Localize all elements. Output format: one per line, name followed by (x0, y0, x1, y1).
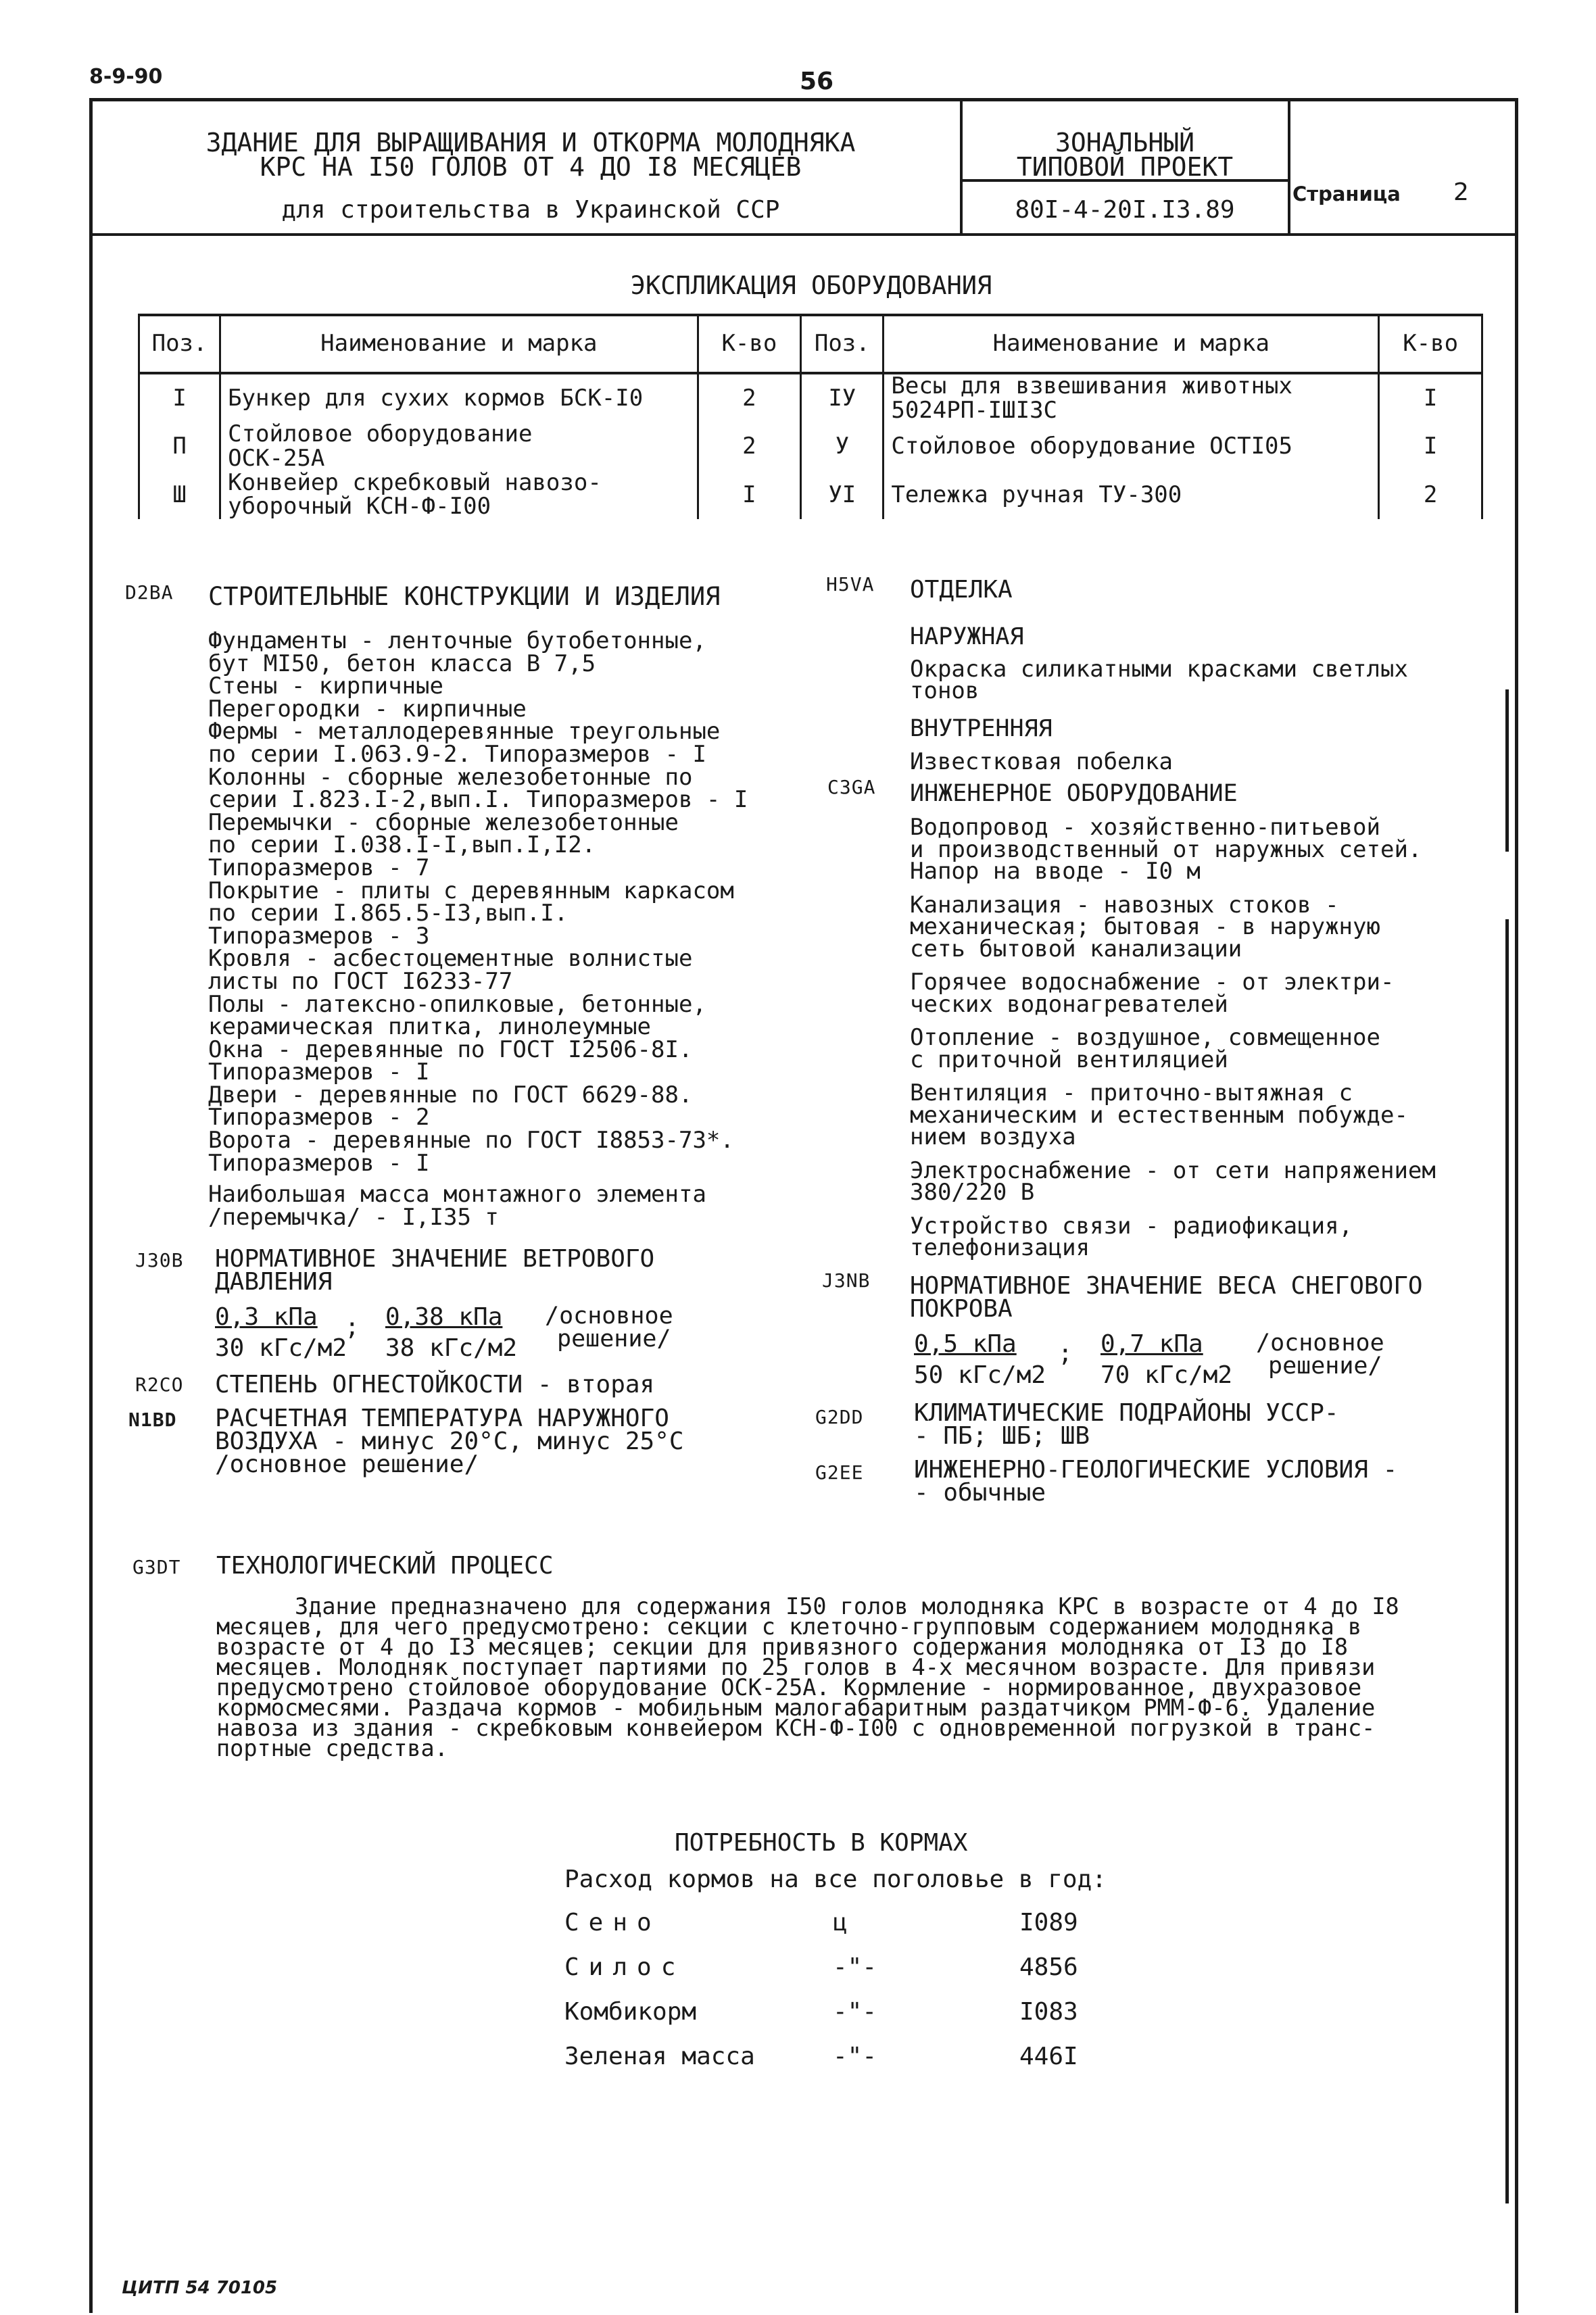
header-pos-left: Поз. (139, 315, 220, 373)
geology-line-2: - обычные (914, 1479, 1046, 1507)
engineering-line: и производственный от наружных сетей. (910, 835, 1422, 863)
project-subtitle: для строительства в Украинской ССР (281, 196, 780, 224)
process-line: навоза из здания - скребковым конвейером КСН-Ф-I00 с одновременной погрузкой в транс- (216, 1715, 1376, 1741)
engineering-line: Напор на вводе - I0 м (910, 858, 1201, 885)
snow-note (1256, 1332, 1384, 1378)
header-qty-right: К-во (1379, 315, 1482, 373)
table-row (139, 422, 1482, 470)
climate-code: G2DD (815, 1406, 864, 1428)
process-code: G3DT (132, 1556, 181, 1578)
snow-separator: ; (1058, 1340, 1073, 1367)
name-line: Бункер для сухих кормов БСК-I0 (228, 384, 644, 412)
feed-name: Зеленая масса (564, 2043, 755, 2070)
heaviest-element (208, 1183, 706, 1229)
constructions-line: бут МI50, бетон класса В 7,5 (208, 650, 596, 677)
table-row (139, 471, 1482, 519)
process-line: Здание предназначено для содержания I50 голов молодняка КРС в возрасте от 4 до I8 (295, 1593, 1399, 1619)
geology (914, 1456, 1398, 1507)
margin-marker-1 (1505, 689, 1509, 852)
qty-cell: I (698, 471, 801, 519)
qty-cell: I (1379, 422, 1482, 470)
snow-title-line-2: ПОКРОВА (910, 1295, 1013, 1323)
header-name-right: Наименование и марка (884, 315, 1379, 373)
feed-name: Сено (564, 1909, 661, 1936)
name-line: Тележка ручная ТУ-300 (891, 481, 1182, 508)
feed-value: 4856 (1019, 1953, 1078, 1981)
engineering-line: телефонизация (910, 1234, 1090, 1261)
constructions-line: листы по ГОСТ I6233-77 (208, 967, 513, 995)
feed-value: I089 (1019, 1909, 1078, 1936)
engineering-item (910, 891, 1436, 962)
name-cell (220, 468, 698, 520)
name-cell (220, 422, 698, 470)
constructions-line: Фермы - металлодеревянные треугольные (208, 718, 721, 746)
engineering-item (910, 1024, 1436, 1073)
pos-cell: У (801, 422, 884, 470)
snow-note-line-1: /основное (1256, 1330, 1384, 1357)
wind-value-1 (215, 1305, 347, 1361)
fire-code: R2CO (135, 1373, 184, 1396)
engineering-item (910, 1212, 1436, 1261)
constructions-line: Окна - деревянные по ГОСТ I2506-8I. (208, 1035, 693, 1063)
engineering-line: Отопление - воздушное, совмещенное (910, 1024, 1380, 1051)
title-block-bottom-line (89, 233, 1515, 236)
page-value: 2 (1453, 178, 1469, 206)
temperature-line-3: /основное решение/ (215, 1451, 479, 1478)
heaviest-line-2: /перемычка/ - I,I35 т (208, 1204, 499, 1231)
name-line: Весы для взвешивания животных (891, 372, 1292, 399)
finishing-outer-line-2: тонов (910, 677, 980, 704)
engineering-line: механическим и естественным побужде- (910, 1101, 1408, 1129)
pos-cell: Ш (139, 471, 220, 519)
name-line: Стойловое оборудование (228, 420, 533, 448)
geology-code: G2EE (815, 1461, 864, 1484)
name-line: 5024РП-IШI3С (891, 396, 1058, 424)
equipment-table (138, 314, 1483, 519)
wind-note (545, 1302, 673, 1353)
finishing-inner-title: ВНУТРЕННЯЯ (910, 715, 1053, 742)
process-text (216, 1593, 1399, 1761)
process-line: кормосмесями. Раздача кормов - мобильным малогабаритным раздатчиком РММ-Ф-6. Удаление (216, 1695, 1376, 1721)
constructions-line: Стены - кирпичные (208, 673, 443, 700)
feed-title: ПОТРЕБНОСТЬ В КОРМАХ (675, 1829, 968, 1857)
constructions-line: Перемычки - сборные железобетонные (208, 808, 679, 836)
pos-cell: П (139, 422, 220, 470)
project-number: 80I-4-20I.I3.89 (1015, 196, 1235, 224)
constructions-line: Типоразмеров - 7 (208, 854, 430, 881)
finishing-outer-title: НАРУЖНАЯ (910, 623, 1024, 650)
header-pos-right: Поз. (801, 315, 884, 373)
fire-resistance: СТЕПЕНЬ ОГНЕСТОЙКОСТИ - вторая (215, 1371, 655, 1398)
snow-value-2-kgs: 70 кГс/м2 (1101, 1361, 1233, 1389)
constructions-line: Типоразмеров - I (208, 1058, 430, 1086)
constructions-line: керамическая плитка, линолеумные (208, 1013, 652, 1041)
name-cell (884, 422, 1379, 470)
engineering-code: C3GA (827, 776, 876, 798)
wind-title (215, 1245, 655, 1296)
climate-line-2: - ПБ; ШБ; ШВ (914, 1422, 1090, 1450)
constructions-code: D2BA (125, 581, 174, 604)
constructions-line: Типоразмеров - I (208, 1149, 430, 1177)
engineering-line: механическая; бытовая - в наружную (910, 913, 1380, 940)
constructions-line: серии I.823.I-2,вып.I. Типоразмеров - I (208, 786, 748, 814)
feed-unit: -"- (833, 1998, 877, 2026)
constructions-line: по серии I.865.5-I3,вып.I. (208, 900, 569, 927)
pos-cell: IУ (801, 373, 884, 422)
feed-value: 446I (1019, 2043, 1078, 2070)
wind-title-line-2: ДАВЛЕНИЯ (215, 1268, 333, 1296)
project-title-line-2: КРС НА I50 ГОЛОВ ОТ 4 ДО I8 МЕСЯЦЕВ (260, 152, 802, 182)
engineering-line: Горячее водоснабжение - от электри- (910, 969, 1395, 996)
engineering-line: 380/220 В (910, 1179, 1035, 1206)
constructions-line: по серии I.038.I-I,вып.I,I2. (208, 831, 596, 859)
equipment-title: ЭКСПЛИКАЦИЯ ОБОРУДОВАНИЯ (630, 271, 992, 300)
pos-cell: УI (801, 471, 884, 519)
process-line: возрасте от 4 до I3 месяцев; секции для привязного содержания молодняка от I3 до I8 (216, 1634, 1349, 1660)
constructions-line: Двери - деревянные по ГОСТ 6629-88. (208, 1081, 693, 1108)
qty-cell: 2 (698, 373, 801, 422)
constructions-line: Фундаменты - ленточные бутобетонные, (208, 627, 706, 654)
engineering-line: сеть бытовой канализации (910, 935, 1242, 962)
climate-line-1: КЛИМАТИЧЕСКИЕ ПОДРАЙОНЫ УССР- (914, 1399, 1339, 1427)
table-row (139, 373, 1482, 422)
engineering-line: Устройство связи - радиофикация, (910, 1212, 1353, 1240)
snow-value-2-kpa: 0,7 кПа (1101, 1330, 1203, 1358)
equipment-header-row (139, 315, 1482, 373)
qty-cell: I (1379, 373, 1482, 422)
constructions-list (208, 627, 748, 1177)
footer-stamp: ЦИТП 54 70105 (122, 2278, 278, 2298)
engineering-line: Вентиляция - приточно-вытяжная с (910, 1079, 1353, 1106)
engineering-line: ческих водонагревателей (910, 990, 1228, 1018)
constructions-title: СТРОИТЕЛЬНЫЕ КОНСТРУКЦИИ И ИЗДЕЛИЯ (208, 582, 721, 611)
constructions-line: Полы - латексно-опилковые, бетонные, (208, 990, 706, 1018)
wind-note-line-2: решение/ (557, 1325, 671, 1353)
wind-value-1-kgs: 30 кГс/м2 (215, 1334, 347, 1362)
feed-subtitle: Расход кормов на все поголовье в год: (564, 1866, 1107, 1893)
name-cell (884, 471, 1379, 519)
process-line: месяцев, для чего предусмотрено: секции с клеточно-групповым содержанием молодняка в (216, 1613, 1362, 1640)
engineering-item (910, 814, 1436, 885)
qty-cell: 2 (1379, 471, 1482, 519)
snow-title (910, 1272, 1423, 1323)
wind-title-line-1: НОРМАТИВНОЕ ЗНАЧЕНИЕ ВЕТРОВОГО (215, 1245, 655, 1273)
snow-note-line-2: решение/ (1268, 1353, 1382, 1380)
process-line: месяцев. Молодняк поступает партиями по 25 голов в 4-х месячном возрасте. Для привязи (216, 1654, 1376, 1680)
constructions-line: Перегородки - кирпичные (208, 695, 527, 723)
feed-unit: -"- (833, 1953, 877, 1981)
wind-value-2 (385, 1305, 517, 1361)
header-qty-left: К-во (698, 315, 801, 373)
process-line: портные средства. (216, 1735, 448, 1761)
feed-unit: -"- (833, 2043, 877, 2070)
finishing-title: ОТДЕЛКА (910, 576, 1013, 604)
engineering-line: Водопровод - хозяйственно-питьевой (910, 814, 1380, 841)
page-label: Страница (1292, 182, 1401, 205)
finishing-outer-line-1: Окраска силикатными красками светлых (910, 656, 1408, 683)
wind-note-line-1: /основное (545, 1302, 673, 1330)
header-name-left: Наименование и марка (220, 315, 698, 373)
feed-unit: ц (833, 1909, 848, 1936)
feed-name: Комбикорм (564, 1998, 697, 2026)
constructions-line: Типоразмеров - 2 (208, 1104, 430, 1131)
name-line: уборочный КСН-Ф-I00 (228, 493, 491, 520)
pos-cell: I (139, 373, 220, 422)
name-cell (220, 373, 698, 422)
qty-cell: 2 (698, 422, 801, 470)
process-line: предусмотрено стойловое оборудование ОСК-25А. Кормление - нормированное, двухразовое (216, 1674, 1362, 1701)
engineering-line: нием воздуха (910, 1123, 1076, 1150)
name-cell (884, 373, 1379, 422)
temperature-line-2: ВОЗДУХА - минус 20°С, минус 25°С (215, 1428, 684, 1455)
engineering-line: с приточной вентиляцией (910, 1046, 1228, 1073)
feed-value: I083 (1019, 1998, 1078, 2026)
snow-value-1-kgs: 50 кГс/м2 (914, 1361, 1046, 1389)
wind-value-1-kpa: 0,3 кПа (215, 1303, 318, 1331)
constructions-line: Ворота - деревянные по ГОСТ I8853-73*. (208, 1127, 734, 1154)
temperature-line-1: РАСЧЕТНАЯ ТЕМПЕРАТУРА НАРУЖНОГО (215, 1405, 669, 1432)
engineering-line: Канализация - навозных стоков - (910, 891, 1339, 919)
constructions-line: Колонны - сборные железобетонные по (208, 763, 693, 791)
snow-code: J3NB (822, 1269, 871, 1292)
page-code: 8-9-90 (89, 65, 163, 89)
name-line: Стойловое оборудование ОСТI05 (891, 433, 1292, 460)
margin-marker-2 (1505, 919, 1509, 2203)
finishing-code: H5VA (826, 573, 875, 595)
climate (914, 1399, 1339, 1450)
project-type-line-2: ТИПОВОЙ ПРОЕКТ (1016, 152, 1234, 182)
finishing-inner-line-1: Известковая побелка (910, 748, 1173, 775)
engineering-item (910, 969, 1436, 1018)
wind-separator: ; (345, 1313, 360, 1341)
geology-line-1: ИНЖЕНЕРНО-ГЕОЛОГИЧЕСКИЕ УСЛОВИЯ - (914, 1456, 1398, 1484)
name-line: ОСК-25А (228, 445, 325, 472)
finishing-outer (910, 658, 1408, 702)
engineering-title: ИНЖЕНЕРНОЕ ОБОРУДОВАНИЕ (910, 780, 1238, 807)
project-title-line-1: ЗДАНИЕ ДЛЯ ВЫРАЩИВАНИЯ И ОТКОРМА МОЛОДНЯКА (205, 128, 856, 157)
feed-name: Силос (564, 1953, 685, 1981)
heaviest-line-1: Наибольшая масса монтажного элемента (208, 1181, 706, 1208)
project-type-line-1: ЗОНАЛЬНЫЙ (1055, 128, 1194, 157)
constructions-line: Кровля - асбестоцементные волнистые (208, 945, 693, 973)
temperature (215, 1407, 684, 1476)
wind-value-2-kpa: 0,38 кПа (385, 1303, 503, 1331)
process-title: ТЕХНОЛОГИЧЕСКИЙ ПРОЦЕСС (216, 1552, 554, 1580)
wind-code: J30B (135, 1249, 184, 1271)
wind-value-2-kgs: 38 кГс/м2 (385, 1334, 518, 1362)
constructions-line: Покрытие - плиты с деревянным каркасом (208, 877, 734, 904)
constructions-line: Типоразмеров - 3 (208, 922, 430, 950)
temperature-code: N1BD (128, 1409, 177, 1431)
engineering-line: Электроснабжение - от сети напряжением (910, 1156, 1436, 1184)
engineering-list (910, 814, 1436, 1271)
page-number: 56 (800, 68, 834, 95)
title-block-divider-2 (1288, 98, 1290, 236)
constructions-line: по серии I.063.9-2. Типоразмеров - I (208, 740, 706, 768)
snow-value-1-kpa: 0,5 кПа (914, 1330, 1017, 1358)
snow-title-line-1: НОРМАТИВНОЕ ЗНАЧЕНИЕ ВЕСА СНЕГОВОГО (910, 1272, 1423, 1300)
snow-value-1 (914, 1332, 1046, 1388)
name-line: Конвейер скребковый навозо- (228, 468, 602, 496)
engineering-item (910, 1079, 1436, 1150)
engineering-item (910, 1156, 1436, 1206)
snow-value-2 (1101, 1332, 1232, 1388)
